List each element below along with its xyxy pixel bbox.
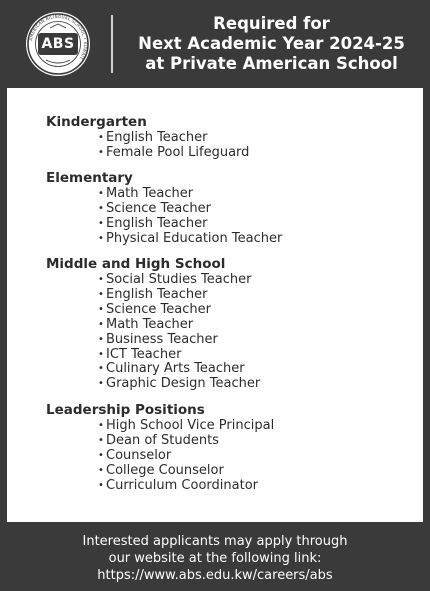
section-heading: Middle and High School	[46, 256, 226, 272]
bullet-icon: •	[98, 202, 104, 214]
vacancy-title: Physical Education Teacher	[106, 230, 283, 246]
careers-link[interactable]: https://www.abs.edu.kw/careers/abs	[97, 568, 333, 583]
bullet-icon: •	[98, 274, 104, 285]
list-item	[98, 464, 274, 479]
list-item	[98, 146, 249, 161]
title-line: at Private American School	[145, 54, 398, 73]
vacancies-panel	[7, 88, 423, 522]
bullet-icon: •	[98, 132, 104, 143]
list-item	[98, 273, 260, 288]
bullet-icon: •	[98, 217, 104, 229]
list-item	[98, 232, 282, 247]
section-leadership	[46, 402, 274, 494]
vacancy-title: Counselor	[106, 447, 172, 463]
vacancy-title: Female Pool Lifeguard	[106, 144, 250, 160]
bullet-icon: •	[98, 420, 104, 431]
vacancy-title: Math Teacher	[106, 186, 194, 201]
section-heading: Elementary	[46, 170, 133, 186]
section-kindergarten	[46, 114, 249, 161]
list-item	[98, 348, 260, 363]
vacancy-title: Curriculum Coordinator	[106, 477, 258, 493]
footer-band	[0, 522, 430, 591]
school-logo	[26, 12, 90, 76]
vacancy-title: English Teacher	[106, 286, 208, 302]
bullet-icon: •	[98, 146, 104, 158]
bullet-icon: •	[98, 479, 104, 491]
bullet-icon: •	[98, 288, 104, 300]
bullet-icon: •	[98, 188, 104, 199]
bullet-icon: •	[98, 464, 104, 476]
list-item	[98, 288, 260, 303]
bullet-icon: •	[98, 434, 104, 446]
vacancy-list	[46, 419, 274, 494]
bullet-icon: •	[98, 378, 104, 390]
list-item	[98, 377, 260, 392]
bullet-icon: •	[98, 303, 104, 315]
list-item	[98, 449, 274, 464]
vacancy-title: Social Studies Teacher	[106, 272, 252, 287]
bullet-icon: •	[98, 318, 104, 330]
page-title	[113, 14, 430, 74]
section-elementary	[46, 170, 282, 247]
vacancy-title: English Teacher	[106, 130, 208, 145]
vacancy-title: Dean of Students	[106, 432, 219, 448]
list-item	[98, 303, 260, 318]
section-heading: Leadership Positions	[46, 402, 205, 418]
vacancy-title: Culinary Arts Teacher	[106, 361, 245, 377]
vacancy-title: Science Teacher	[106, 200, 211, 216]
section-heading: Kindergarten	[46, 114, 147, 130]
list-item	[98, 419, 274, 434]
list-item	[98, 333, 260, 348]
vacancy-list	[46, 187, 282, 247]
vacancy-title: Math Teacher	[106, 316, 194, 332]
list-item	[98, 479, 274, 494]
vacancy-title: High School Vice Principal	[106, 418, 275, 433]
bullet-icon: •	[98, 449, 104, 461]
bullet-icon: •	[98, 363, 104, 375]
list-item	[98, 217, 282, 232]
title-line: Required for	[213, 14, 330, 33]
vacancy-title: ICT Teacher	[106, 346, 182, 362]
title-line: Next Academic Year 2024-25	[138, 34, 405, 53]
list-item	[98, 318, 260, 333]
list-item	[98, 434, 274, 449]
vacancy-list	[46, 131, 249, 161]
vacancy-title: Science Teacher	[106, 301, 211, 317]
bullet-icon: •	[98, 232, 104, 244]
list-item	[98, 131, 249, 146]
list-item	[98, 202, 282, 217]
logo-wordmark: ABS	[38, 33, 78, 55]
vacancy-title: Business Teacher	[106, 331, 218, 347]
vacancy-title: English Teacher	[106, 215, 208, 231]
header-band	[0, 0, 430, 88]
section-middle-high-school	[46, 256, 260, 392]
footer-text: Interested applicants may apply through	[82, 534, 348, 549]
bullet-icon: •	[98, 333, 104, 345]
bullet-icon: •	[98, 348, 104, 360]
logo-ring-text: AMERICAN BILINGUAL SCHOOL • KUWAIT	[28, 13, 89, 61]
vacancy-title: College Counselor	[106, 462, 224, 478]
vacancy-list	[46, 273, 260, 392]
list-item	[98, 187, 282, 202]
list-item	[98, 362, 260, 377]
vacancy-title: Graphic Design Teacher	[106, 376, 261, 392]
footer-text: our website at the following link:	[108, 551, 322, 566]
